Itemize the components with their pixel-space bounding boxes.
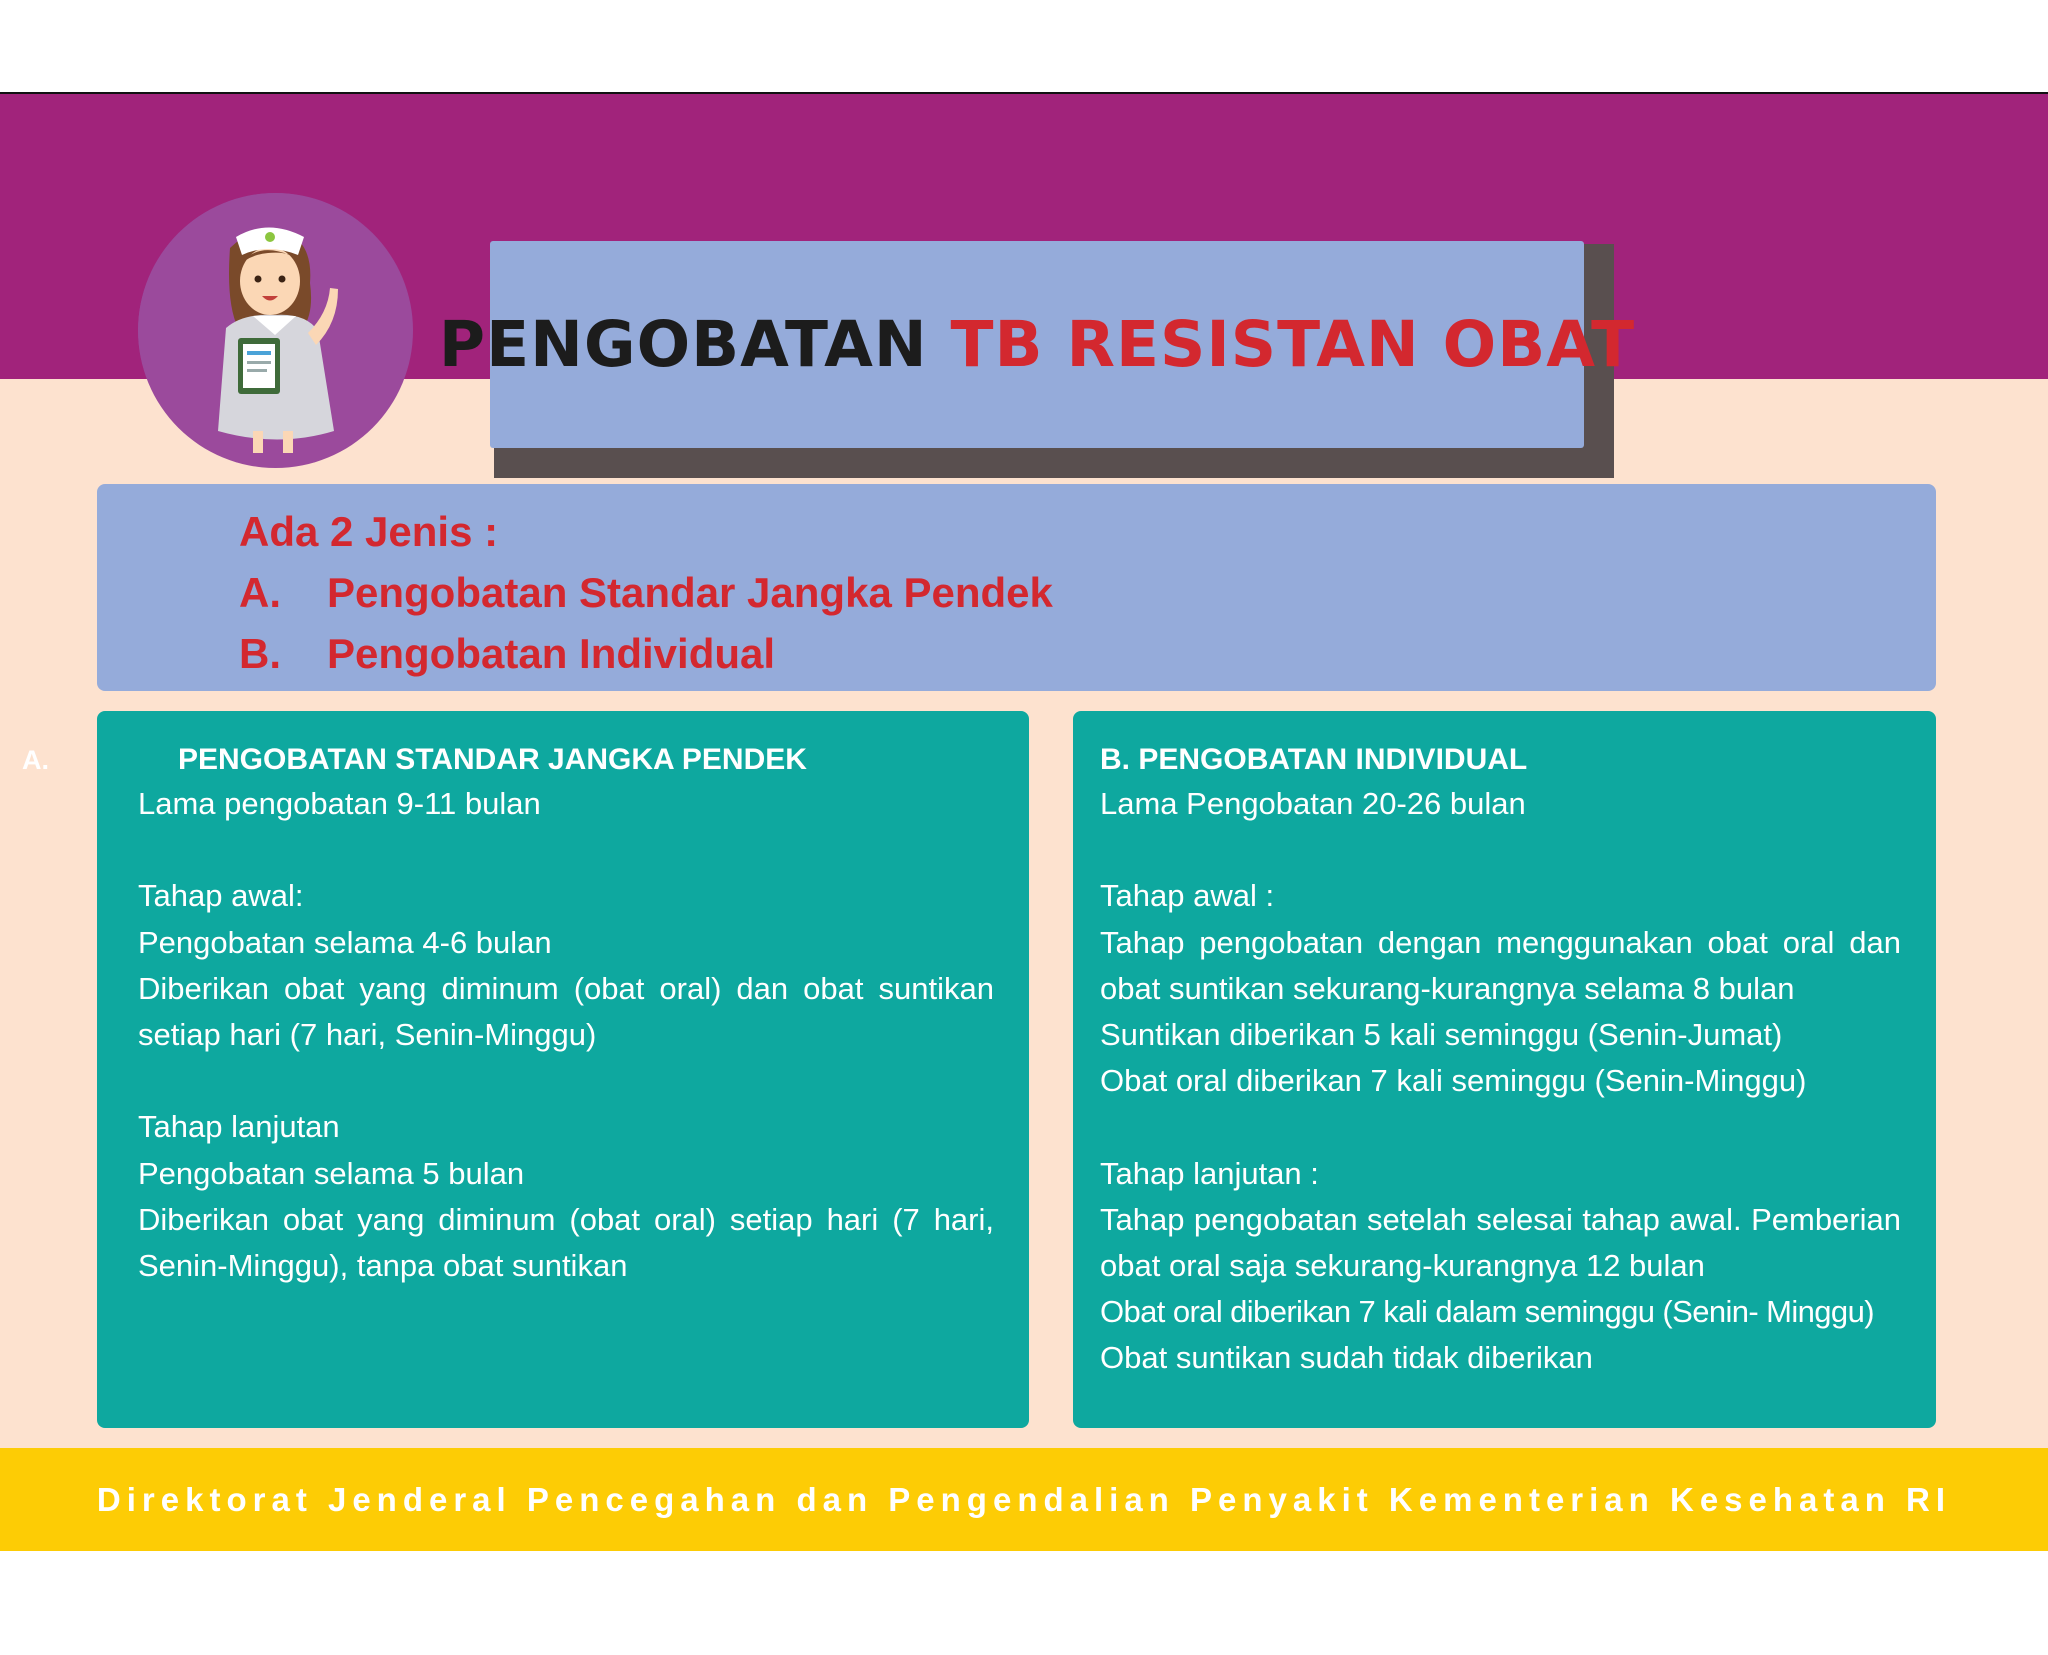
footer-band xyxy=(0,1448,2048,1551)
continuation-phase-line: Obat suntikan sudah tidak diberikan xyxy=(1100,1340,1593,1376)
title-red-part: TB RESISTAN OBAT xyxy=(950,308,1636,381)
continuation-phase-line: Pengobatan selama 5 bulan xyxy=(138,1155,525,1191)
initial-phase-line: Pengobatan selama 4-6 bulan xyxy=(138,924,552,960)
initial-phase-line: Diberikan obat yang diminum (obat oral) dan obat suntikan setiap hari (7 hari, Senin-Minggu) xyxy=(138,970,994,1052)
intro-item-b xyxy=(239,630,775,678)
standard-short-treatment-card xyxy=(97,711,1029,1428)
intro-item-text: Pengobatan Individual xyxy=(327,630,776,677)
initial-phase-line: Suntikan diberikan 5 kali seminggu (Senin-Jumat) xyxy=(1100,1017,1783,1052)
card-title: PENGOBATAN STANDAR JANGKA PENDEK xyxy=(178,743,807,776)
continuation-phase-line: Tahap pengobatan setelah selesai tahap awal. Pemberian obat oral saja sekurang-kurangnya 12 bulan xyxy=(1100,1201,1901,1283)
continuation-phase-line: Obat oral diberikan 7 kali dalam seminggu (Senin- Minggu) xyxy=(1100,1294,1874,1330)
title-dark-part: PENGOBATAN xyxy=(438,308,928,381)
intro-box xyxy=(97,484,1936,691)
intro-item-a xyxy=(239,569,1053,617)
intro-item-label: A. xyxy=(239,569,281,616)
nurse-avatar-icon xyxy=(138,193,413,468)
duration-text: Lama pengobatan 9-11 bulan xyxy=(138,786,541,821)
continuation-phase-label: Tahap lanjutan : xyxy=(1100,1155,1319,1191)
individual-treatment-card xyxy=(1073,711,1936,1428)
card-body xyxy=(1100,781,1901,1382)
intro-item-text: Pengobatan Standar Jangka Pendek xyxy=(327,569,1053,616)
card-body xyxy=(138,781,994,1289)
initial-phase-label: Tahap awal: xyxy=(138,878,304,914)
intro-item-label: B. xyxy=(239,630,281,677)
footer-text: Direktorat Jenderal Pencegahan dan Pengendalian Penyakit Kementerian Kesehatan RI xyxy=(96,1480,1952,1518)
intro-heading: Ada 2 Jenis : xyxy=(239,508,499,555)
continuation-phase-line: Diberikan obat yang diminum (obat oral) setiap hari (7 hari, Senin-Minggu), tanpa obat suntikan xyxy=(138,1201,994,1283)
continuation-phase-label: Tahap lanjutan xyxy=(138,1109,340,1145)
card-title: B. PENGOBATAN INDIVIDUAL xyxy=(1100,743,1528,776)
duration-text: Lama Pengobatan 20-26 bulan xyxy=(1100,786,1526,821)
initial-phase-line: Obat oral diberikan 7 kali seminggu (Senin-Minggu) xyxy=(1100,1063,1807,1099)
initial-phase-label: Tahap awal : xyxy=(1100,878,1275,914)
left-card-letter: A. xyxy=(22,745,49,775)
initial-phase-line: Tahap pengobatan dengan menggunakan obat oral dan obat suntikan sekurang-kurangnya selama 8 bulan xyxy=(1100,924,1901,1006)
page-title xyxy=(438,241,1636,448)
